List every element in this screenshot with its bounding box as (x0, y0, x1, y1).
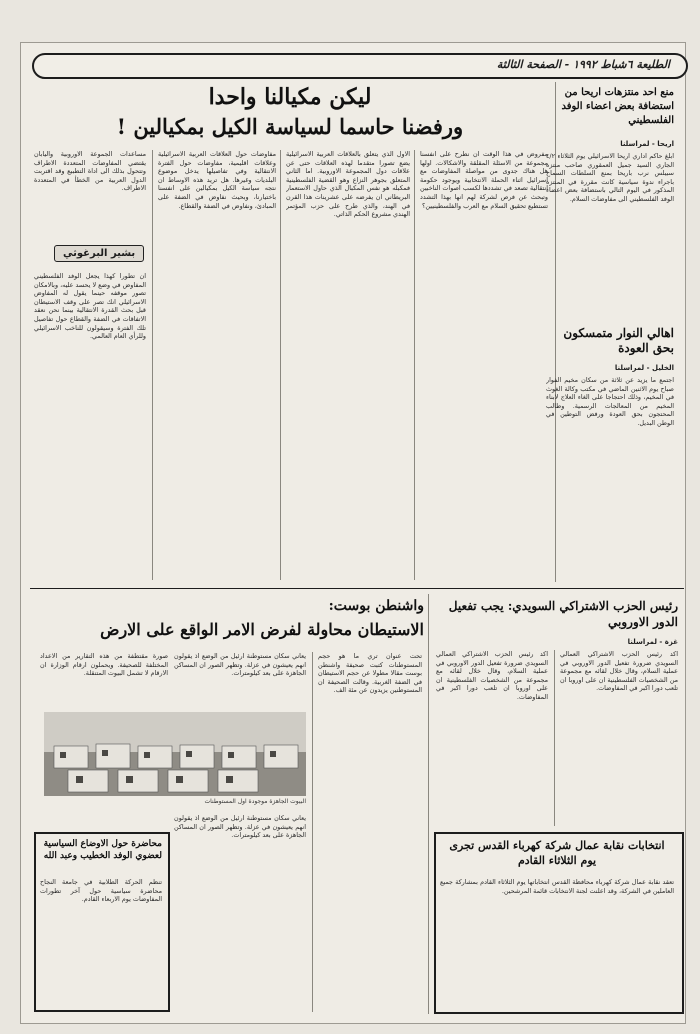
lecture-body: تنظم الحركة الطلابية في جامعة النجاح محاضرة سياسية حول آخر تطورات المفاوضات يوم الاربعاء القادم. (40, 878, 162, 904)
union-body: تعقد نقابة عمال شركة كهرباء محافظة القدس انتخاباتها يوم الثلاثاء القادم بمشاركة جميع العاملين في الشركة، وقد اعلنت لجنة الانتخابات قائمة المرشحين. (440, 878, 674, 895)
column-rule (152, 150, 153, 580)
running-title: الطليعة ٦شباط ١٩٩٢ - الصفحة الثالثة (496, 58, 670, 71)
author-byline: بشير البرغوثي (54, 245, 144, 262)
column-rule (312, 652, 313, 1012)
union-headline: انتخابات نقابة عمال شركة كهرباء القدس تجرى يوم الثلاثاء القادم (449, 839, 665, 867)
settlement-photo-caption: البيوت الجاهزة موجودة اول المستوطنات (204, 798, 306, 805)
section-divider (30, 588, 684, 589)
prefab-houses-image (44, 712, 306, 796)
settlement-headline-large: الاستيطان محاولة لفرض الامر الواقع على الارض (100, 620, 424, 639)
lead-body-col1: مفروض في هذا الوقت ان نطرح على انفسنا مجموعة من الاسئلة المقلقة والاشكالات. اولها هل هناك جدوى من مواصلة المفاوضات مع اسرائيل اثناء الحملة الانتخابية ويوجود حكومة انتقالية تصعد في تشددها لكسب اصوات الناخبين وتبحث عن فرص لشركة لهم انها بهذا التشدد تستطيع تحقيق السلام مع العرب والفلسطينيين؟ (420, 150, 548, 210)
sidebar-dateline-2: الخليل - لمراسلنا (614, 364, 674, 372)
lead-body-col4b: ان تطورا كهذا يجعل الوفد الفلسطيني المفاوض في وضع لا يحسد عليه، وبالامكان تصور موقفه حينما يقول له المفاوض الاسرائيلي انك تصر على وقف الاستيطان قبل بحث القدرة الانتقالية بينما نحن نعقد الاتفاقات في الضفة والقطاع حول تفاصيل تلك الفترة وسيقولون للناخب الاسرائيلي وللرأي العام العالمي. (34, 272, 146, 341)
lead-headline-line2: ورفضنا حاسما لسياسة الكيل بمكيالين ! (116, 114, 464, 139)
lead-body-col4: مساعدات الجموعة الاوروبية واليابان يقتضي المفاوضات المتعددة الاطراف وتتحول بذلك الى اداة التطبيع وقد اقتربت الدول العربية من الخطأ في المتعددة الاطراف. (34, 150, 146, 193)
swedish-headline: رئيس الحزب الاشتراكي السويدي: يجب تفعيل الدور الاوروبي (448, 599, 678, 629)
sidebar-dateline: اريحا - لمراسلنا (620, 140, 674, 148)
swedish-body-col2: اكد رئيس الحزب الاشتراكي العمالي السويدي ضرورة تفعيل الدور الاوروبي في عملية السلام، وقال خلال لقائه مع مجموعة من الشخصيات الفلسطينية ان على اوروبا ان تلعب دورا اكبر في المفاوضات. (436, 650, 548, 701)
lead-body-col3: مفاوضات حول العلاقات العربية الاسرائيلية وعلاقات اقليمية، مفاوضات حول الفترة الانتقالية وفي تفاصيلها يدخل موضوع البلديات وغيرها. هل تريد هذه الاوساط ان نتجه سياسة الكيل بمكيالين على انفسنا باختيارنا، وبحيث نفاوض في الضفة على المبادئ، ونفاوض في الضفة والقطاع. (158, 150, 276, 210)
settlement-body-b: يعاني سكان مستوطنة ارئيل من الوضع اذ يقولون انهم يعيشون في عزلة. وتظهر الصور ان المساكن الجاهزة على بعد كيلومترات. (174, 652, 306, 678)
settlement-body-continued: يعاني سكان مستوطنة ارئيل من الوضع اذ يقولون انهم يعيشون في عزلة. وتظهر الصور ان المساكن الجاهزة على بعد كيلومترات. (174, 814, 306, 840)
settlement-headline-small: واشنطن بوست: (328, 598, 424, 614)
swedish-dateline: غزة - لمراسلنا (627, 638, 678, 646)
sidebar-headline-2: اهالي النوار متمسكون بحق العودة (563, 326, 674, 355)
column-rule (554, 650, 555, 826)
sidebar-headline: منع احد منتزهات اريحا من استضافة بعض اعضاء الوفد الفلسطيني (561, 87, 674, 126)
sidebar-body: ابلغ حاكم اداري اريحا الاسرائيلي يوم الثلاثاء ٤/٢ الجاري السيد جميل العمقوري صاحب منتزه سبيلس نرب باريحا بمنع السلطات السماح باجراء ندوة سياسية كانت مقررة في المنتزه المذكور في اليوم التالي باستضافة بعض اعضاء الوفد الفلسطيني الى مفاوضات السلام. (546, 152, 674, 203)
settlement-photo (44, 712, 306, 796)
settlement-body-a: تحت عنوان تري ما هو حجم المستوطنات كتبت صحيفة واشنطن بوست مقالا مطولا عن حجم الاستيطان في الضفة الغربية. وقالت الصحيفة ان المستوطنين يزيدون عن مئة الف. (318, 652, 422, 695)
column-rule (428, 594, 429, 1014)
column-rule (414, 150, 415, 580)
lecture-headline: محاضرة حول الاوضاع السياسية لعضوي الوفد الخطيب وعبد الله (43, 839, 162, 861)
sidebar-body-2: اجتمع ما يزيد عن ثلاثة من سكان مخيم الفوار صباح يوم الاثنين الماضي في مكتب وكالة الغوث في المخيم، وذلك احتجاجا على الغاء العلاج لابناء المخيم من المعالجات الرسمية. وطالب المحتجون بحق العودة ورفض التوطين في الوطن البديل. (546, 376, 674, 427)
column-rule (280, 150, 281, 580)
settlement-body-c: صورة مقتطفة من هذه التقارير من الاعداد المختلفة للصحيفة. ويحملون ارقام الوزارة ان الارقام لا تشمل البيوت المتنقلة. (40, 652, 168, 678)
lead-headline-line1: ليكن مكيالنا واحدا (208, 84, 372, 110)
lead-body-col2: الاول الذي يتعلق بالعلاقات العربية الاسرائيلية يضع تصورا متقدما لهذه العلاقات حتى عن علاقات دول المجموعة الاوروبية. اما الثاني المتعلق بجوهر النزاع وهو القضية الفلسطينية فمكبله هو نفس المكبال الذي حاول الاستعمار البريطاني ان يفرضه على عشرينات هذا القرن في الهند، والذي طرح على حزب المؤتمر الهندي مشروع الحكم الذاتي. (286, 150, 410, 219)
swedish-body-col1: اكد رئيس الحزب الاشتراكي العمالي السويدي ضرورة تفعيل الدور الاوروبي في عملية السلام، وقال خلال لقائه مع مجموعة من الشخصيات الفلسطينية ان على اوروبا ان تلعب دورا اكبر في المفاوضات. (560, 650, 678, 693)
page-header-bar (32, 53, 688, 79)
